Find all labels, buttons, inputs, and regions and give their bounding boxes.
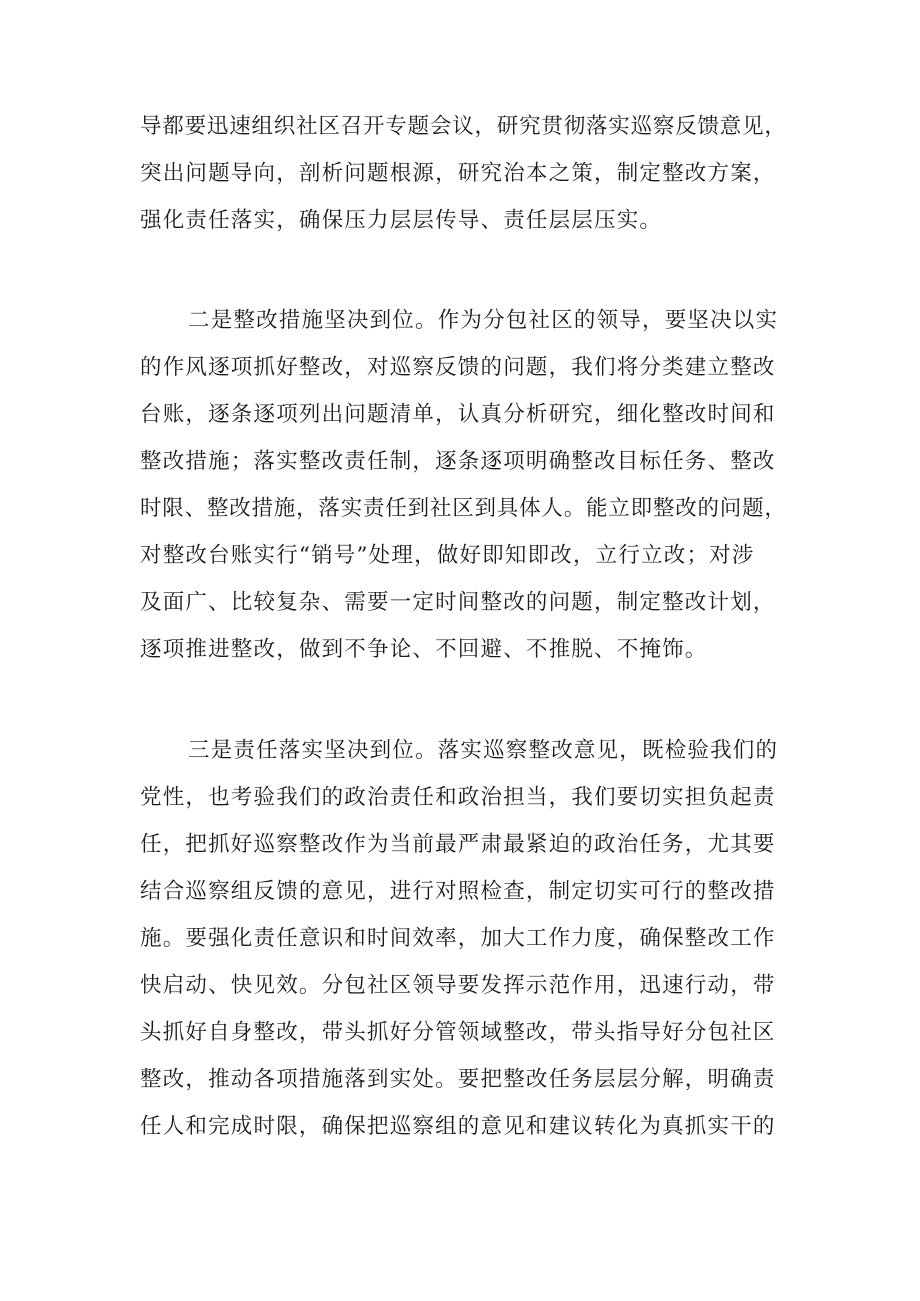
paragraph-1-line-2: 突出问题导向，剖析问题根源，研究治本之策，制定整改方案， bbox=[140, 161, 776, 186]
paragraph-2-line-2: 的作风逐项抓好整改，对巡察反馈的问题，我们将分类建立整改 bbox=[140, 355, 776, 380]
paragraph-1-line-3: 强化责任落实，确保压力层层传导、责任层层压实。 bbox=[140, 208, 663, 233]
paragraph-3-line-9: 任人和完成时限，确保把巡察组的意见和建议转化为真抓实干的 bbox=[140, 1114, 776, 1139]
paragraph-3-line-5: 施。要强化责任意识和时间效率，加大工作力度，确保整改工作 bbox=[140, 926, 776, 951]
paragraph-2-line-3: 台账，逐条逐项列出问题清单，认真分析研究，细化整改时间和 bbox=[140, 402, 776, 427]
paragraph-3-line-4: 结合巡察组反馈的意见，进行对照检查，制定切实可行的整改措 bbox=[140, 879, 776, 904]
paragraph-2-line-1: 二是整改措施坚决到位。作为分包社区的领导，要坚决以实 bbox=[188, 308, 779, 333]
paragraph-3-line-8: 整改，推动各项措施落到实处。要把整改任务层层分解，明确责 bbox=[140, 1067, 776, 1092]
paragraph-3-line-2: 党性，也考验我们的政治责任和政治担当，我们要切实担负起责 bbox=[140, 785, 776, 810]
paragraph-1-line-1: 导都要迅速组织社区召开专题会议，研究贯彻落实巡察反馈意见， bbox=[140, 114, 787, 139]
paragraph-2-line-7: 及面广、比较复杂、需要一定时间整改的问题，制定整改计划， bbox=[140, 590, 776, 615]
paragraph-2-line-5: 时限、整改措施，落实责任到社区到具体人。能立即整改的问题， bbox=[140, 496, 787, 521]
paragraph-2-line-8: 逐项推进整改，做到不争论、不回避、不推脱、不掩饰。 bbox=[140, 637, 708, 662]
paragraph-3-line-7: 头抓好自身整改，带头抓好分管领域整改，带头指导好分包社区 bbox=[140, 1020, 776, 1045]
paragraph-3-line-3: 任，把抓好巡察整改作为当前最严肃最紧迫的政治任务，尤其要 bbox=[140, 832, 776, 857]
paragraph-2-line-4: 整改措施；落实整改责任制，逐条逐项明确整改目标任务、整改 bbox=[140, 449, 776, 474]
paragraph-2-line-6: 对整改台账实行“销号”处理，做好即知即改，立行立改；对涉 bbox=[140, 543, 755, 568]
paragraph-3-line-6: 快启动、快见效。分包社区领导要发挥示范作用，迅速行动，带 bbox=[140, 973, 776, 998]
paragraph-3-line-1: 三是责任落实坚决到位。落实巡察整改意见，既检验我们的 bbox=[188, 738, 779, 763]
